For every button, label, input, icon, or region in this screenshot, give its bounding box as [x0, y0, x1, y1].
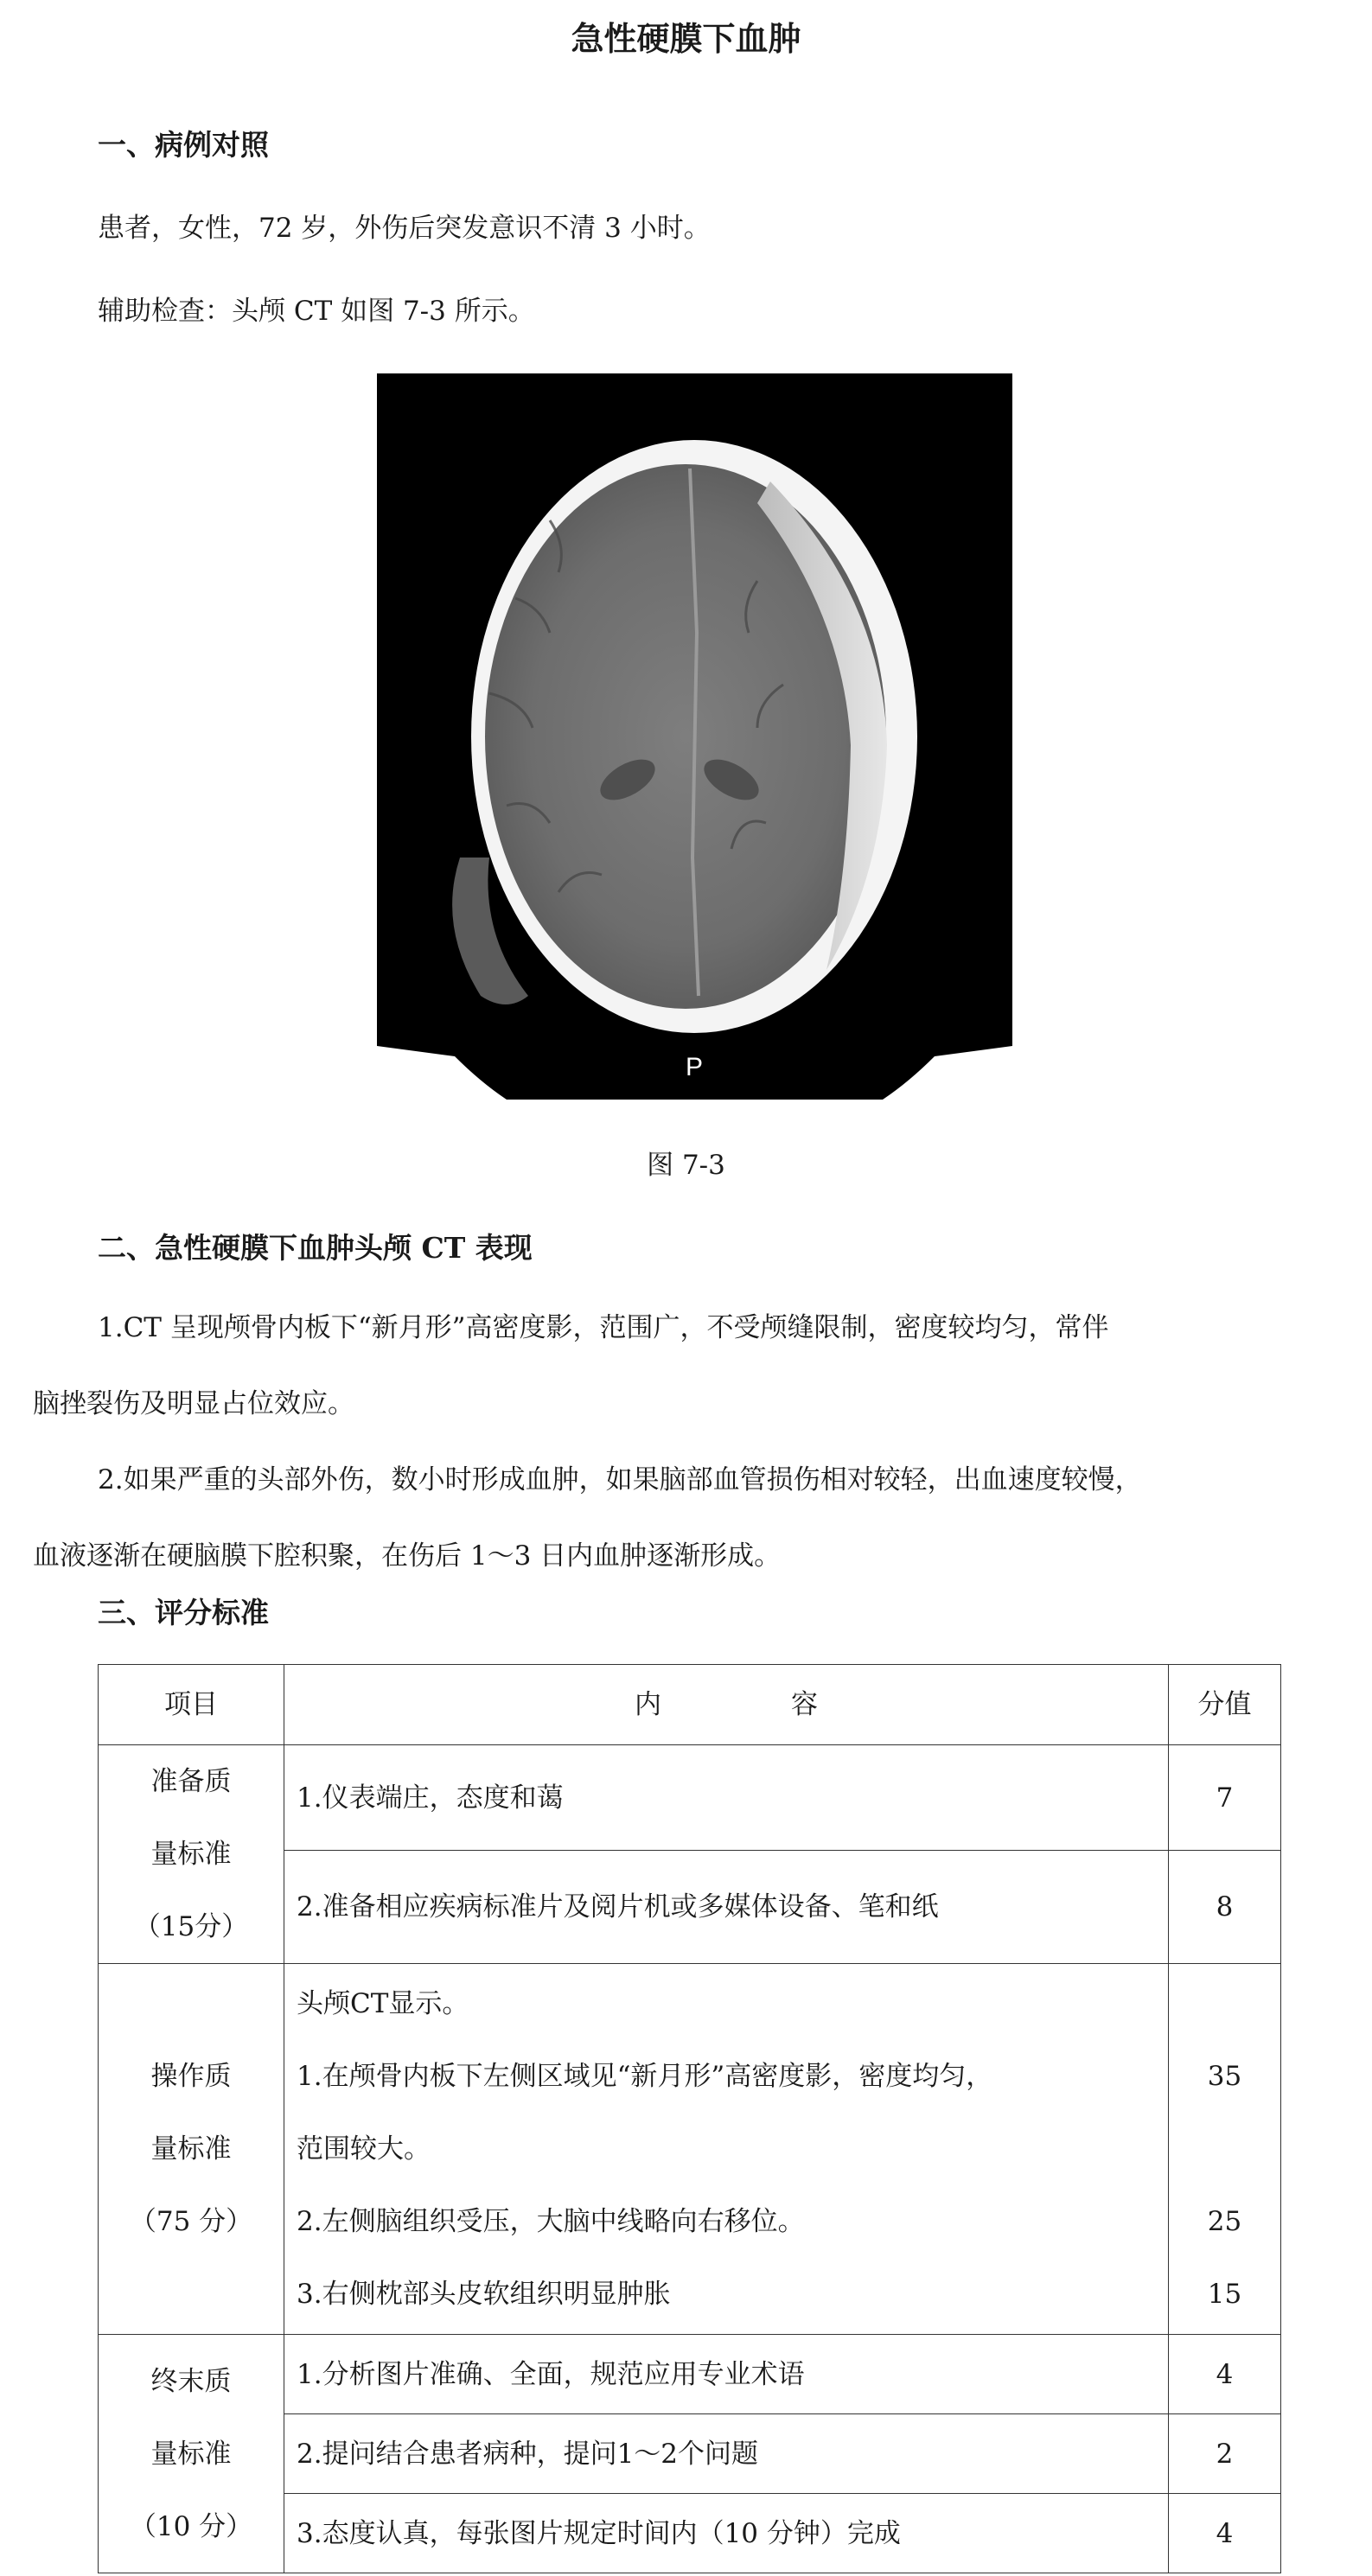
- section2-heading: 二、急性硬膜下血肿头颅 CT 表现: [98, 1231, 533, 1265]
- table-header-row: [99, 1665, 1281, 1745]
- operation-intro: 头颅CT显示。: [297, 1988, 469, 2019]
- criterion-content: 1.分析图片准确、全面，规范应用专业术语: [284, 2335, 1169, 2414]
- operation-criterion-1-line2: 范围较大。: [297, 2133, 431, 2165]
- criterion-content: 2.提问结合患者病种，提问1～2个问题: [284, 2414, 1169, 2494]
- criterion-score: 7: [1169, 1745, 1281, 1851]
- operation-score-3: 15: [1207, 2279, 1242, 2310]
- operation-score-1: 35: [1207, 2061, 1242, 2092]
- group-name-final: 终末质 量标准 （10 分）: [99, 2335, 284, 2573]
- table-row: [99, 1964, 1281, 2335]
- finding-1-line2: 脑挫裂伤及明显占位效应。: [33, 1388, 354, 1419]
- group-name-operation: 操作质 量标准 （75 分）: [99, 1964, 284, 2335]
- scoring-table: [98, 1664, 1281, 2573]
- group-name-preparation: 准备质 量标准 （15分）: [99, 1745, 284, 1964]
- table-row: [99, 1745, 1281, 1851]
- operation-criterion-3: 3.右侧枕部头皮软组织明显肿胀: [297, 2279, 671, 2310]
- finding-1-line1: 1.CT 呈现颅骨内板下“新月形”高密度影，范围广，不受颅缝限制，密度较均匀，常伴: [98, 1312, 1109, 1343]
- operation-criterion-2: 2.左侧脑组织受压，大脑中线略向右移位。: [297, 2206, 805, 2237]
- criterion-score: 8: [1169, 1851, 1281, 1964]
- header-score: 分值: [1169, 1665, 1281, 1745]
- criterion-content: 2.准备相应疾病标准片及阅片机或多媒体设备、笔和纸: [284, 1851, 1169, 1964]
- figure-caption: 图 7-3: [647, 1150, 725, 1181]
- case-description: 患者，女性，72 岁，外伤后突发意识不清 3 小时。: [98, 213, 711, 244]
- operation-score-2: 25: [1207, 2206, 1242, 2237]
- criterion-content: 1.仪表端庄，态度和蔼: [284, 1745, 1169, 1851]
- page-title: 急性硬膜下血肿: [571, 19, 801, 58]
- brain-parenchyma: [485, 464, 886, 1009]
- table-row: [99, 2335, 1281, 2414]
- criterion-score-operation: [1169, 1964, 1281, 2335]
- ct-scan-image: [377, 373, 1012, 1100]
- criterion-score: 4: [1169, 2335, 1281, 2414]
- finding-2-line2: 血液逐渐在硬脑膜下腔积聚，在伤后 1～3 日内血肿逐渐形成。: [33, 1540, 782, 1572]
- orientation-marker: P: [685, 1053, 704, 1081]
- criterion-score: 2: [1169, 2414, 1281, 2494]
- section1-heading: 一、病例对照: [98, 128, 269, 162]
- header-item: 项目: [99, 1665, 284, 1745]
- criterion-content: 3.态度认真，每张图片规定时间内（10 分钟）完成: [284, 2494, 1169, 2573]
- finding-2-line1: 2.如果严重的头部外伤，数小时形成血肿，如果脑部血管损伤相对较轻，出血速度较慢，: [98, 1464, 1142, 1495]
- section3-heading: 三、评分标准: [98, 1596, 269, 1629]
- criterion-score: 4: [1169, 2494, 1281, 2573]
- operation-criterion-1-line1: 1.在颅骨内板下左侧区域见“新月形”高密度影，密度均匀，: [297, 2061, 993, 2092]
- criterion-content-operation: [284, 1964, 1169, 2335]
- auxiliary-exam: 辅助检查：头颅 CT 如图 7-3 所示。: [98, 296, 535, 327]
- header-content: 内 容: [284, 1665, 1169, 1745]
